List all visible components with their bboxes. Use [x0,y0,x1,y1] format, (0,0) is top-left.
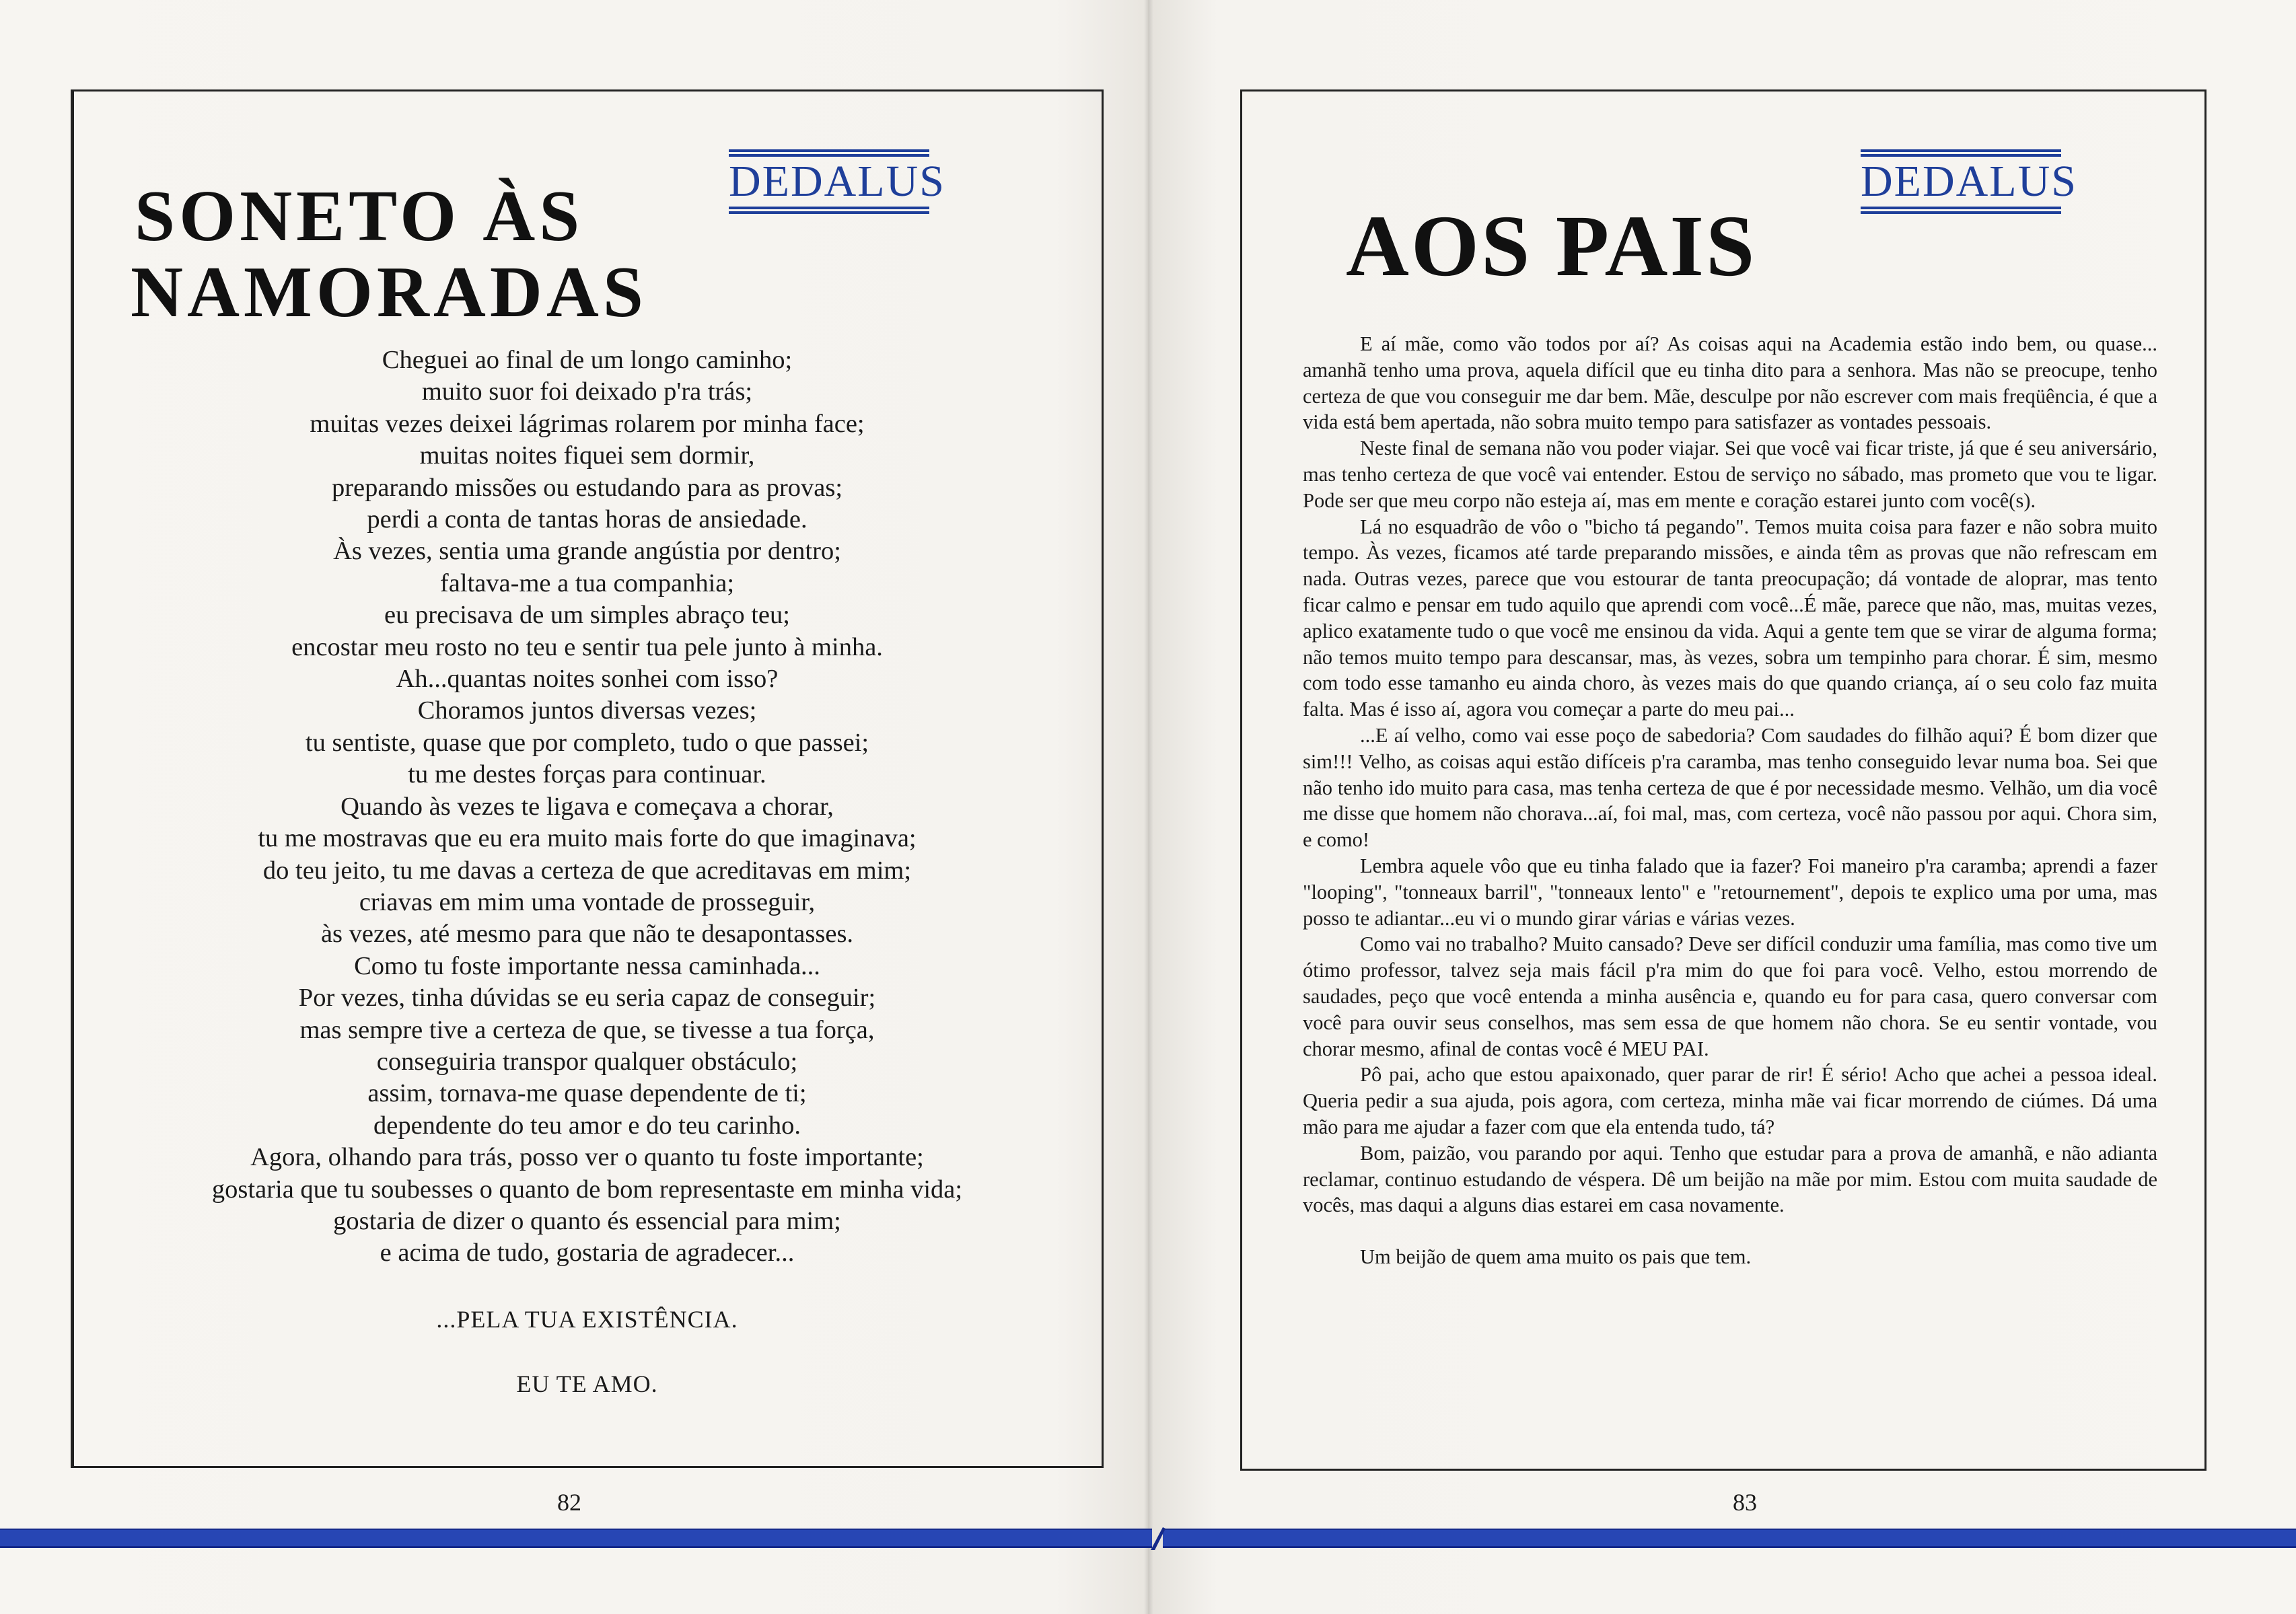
poem-line: Às vezes, sentia uma grande angústia por dentro; [333,537,841,566]
book-spine [1144,0,1153,1614]
poem-line: assim, tornava-me quase dependente de ti; [367,1079,807,1108]
poem-line: mas sempre tive a certeza de que, se tivesse a tua força, [299,1015,875,1044]
decorative-band-right [1163,1529,2296,1548]
poem-line: Como tu foste importante nessa caminhada... [354,951,820,980]
poem-line: Cheguei ao final de um longo caminho; [382,346,793,374]
logo-bottom-rule [729,207,929,214]
poem-title-line-2: NAMORADAS [131,252,647,333]
poem-line: muito suor foi deixado p'ra trás; [421,377,753,406]
letter-paragraph: Neste final de semana não vou poder viajar. Sei que você vai ficar triste, já que é seu aniversário, mas tenho certeza de que você vai entender. Estou de serviço no sábado, mas prometo que vou te ligar. Pode ser que meu corpo não esteja aí, mas em mente e coração estarei junto com você(s). [1303,437,2157,512]
logo-top-rule [729,149,929,157]
poem-line: criavas em mim uma vontade de prosseguir, [359,887,816,916]
poem-line: do teu jeito, tu me davas a certeza de que acreditavas em mim; [262,856,912,885]
letter-paragraph: Lembra aquele vôo que eu tinha falado que ia fazer? Foi maneiro p'ra caramba; aprendi a fazer "looping", "tonneaux barril", "tonneaux lento" e "retournement", depois te explico uma por uma, mas posso te adiantar...eu vi o mundo girar várias e várias vezes. [1303,854,2157,930]
letter-paragraph: ...E aí velho, como vai esse poço de sabedoria? Com saudades do filhão aqui? É bom dizer que sim!!! Velho, as coisas aqui estão difíceis p'ra caramba, mas tenho conseguido levar numa boa. Sei que não tenho ido muito para casa, mas tenha certeza de que é por necessidade mesmo. Velhão, um dia você me disse que homem não chorava...aí, foi mal, mas, com certeza, você não passou por aqui. Chora sim, e como! [1303,723,2157,852]
poem-line: Ah...quantas noites sonhei com isso? [396,665,779,694]
poem-line: tu sentiste, quase que por completo, tudo o que passei; [305,728,869,757]
dedalus-logo-right [1861,149,2077,214]
logo-text: DEDALUS [1861,157,2077,206]
poem-line: perdi a conta de tantas horas de ansiedade. [367,505,808,534]
poem-line: às vezes, até mesmo para que não te desapontasses. [320,920,854,949]
dedalus-logo-left [729,149,945,214]
band-join-ornament [1148,1523,1168,1553]
poem-line: Choramos juntos diversas vezes; [417,696,757,725]
page-number-right: 83 [1733,1489,1757,1516]
letter-signature: Um beijão de quem ama muito os pais que tem. [1360,1245,1752,1269]
poem-line: dependente do teu amor e do teu carinho. [373,1111,801,1140]
poem-line: Quando às vezes te ligava e começava a chorar, [340,792,834,821]
letter-paragraph: Bom, paizão, vou parando por aqui. Tenho que estudar para a prova de amanhã, e não adianta reclamar, continuo estudando de véspera. Dê um beijão na mãe por mim. Estou com muita saudade de vocês, mas daqui a alguns dias estarei em casa novamente. [1303,1141,2157,1217]
page-number-left: 82 [557,1489,581,1516]
letter-body [1303,331,2157,1270]
letter-paragraph: Pô pai, acho que estou apaixonado, quer parar de rir! É sério! Acho que achei a pessoa ideal. Queria pedir a sua ajuda, pois agora, com certeza, minha mãe vai ficar morrendo de ciúmes. Dá uma mão para me ajudar a fazer com que ela entenda tudo, tá? [1303,1063,2157,1138]
poem-line: faltava-me a tua companhia; [439,568,735,597]
poem-line: e acima de tudo, gostaria de agradecer... [380,1239,795,1268]
poem-line: eu precisava de um simples abraço teu; [384,601,790,630]
poem-ending-line-2: EU TE AMO. [516,1370,658,1397]
poem-line: encostar meu rosto no teu e sentir tua pele junto à minha. [291,632,883,661]
letter-paragraph: Como vai no trabalho? Muito cansado? Deve ser difícil conduzir uma família, mas como tive um ótimo professor, talvez seja mais fácil p'ra mim do que foi para você. Velho, estou morrendo de saudades, peço que você entenda a minha ausência e, quando eu for para casa, quero conversar com você para ouvir seus conselhos, mas sem essa de que homem não chora. Se eu sentir vontade, vou chorar mesmo, afinal de contas você é MEU PAI. [1303,932,2157,1060]
letter-paragraph: Lá no esquadrão de vôo o "bicho tá pegando". Temos muita coisa para fazer e não sobra muito tempo. Às vezes, ficamos até tarde preparando missões, e ainda têm as provas que não refrescam em nada. Outras vezes, parece que vou estourar de tanta preocupação; dá vontade de aloprar, mas tento ficar calmo e pensar em tudo aquilo que aprendi com você...É mãe, parece que não, mas, muitas vezes, aplico exatamente tudo o que você me ensinou da vida. Aqui a gente tem que se virar de alguma forma; não temos muito tempo para descansar, mas, às vezes, sobra um tempinho para chorar. É sim, mesmo com todo esse tamanho eu ainda choro, às vezes mais do que quando criança, aí o seu colo faz muita falta. Mas é isso aí, agora vou começar a parte do meu pai... [1303,515,2157,721]
poem-line: preparando missões ou estudando para as provas; [331,473,843,502]
letter-paragraph: E aí mãe, como vão todos por aí? As coisas aqui na Academia estão indo bem, ou quase... amanhã tenho uma prova, aquela difícil que eu tinha dito para a senhora. Mas não se preocupe, tenho certeza de que vou conseguir me dar bem. Mãe, desculpe por não escrever com mais freqüência, é que a vida está bem apertada, não sobra muito tempo para satisfazer as vontades pessoais. [1303,332,2157,434]
poem-line: conseguiria transpor qualquer obstáculo; [376,1047,798,1076]
letter-title: AOS PAIS [1346,198,1757,295]
poem-title [131,176,647,333]
poem-line: gostaria de dizer o quanto és essencial para mim; [333,1206,841,1235]
poem-line: Agora, olhando para trás, posso ver o quanto tu foste importante; [250,1143,924,1172]
poem-line: muitas vezes deixei lágrimas rolarem por minha face; [310,409,865,438]
poem-line: muitas noites fiquei sem dormir, [419,441,755,470]
poem-line: gostaria que tu soubesses o quanto de bom representaste em minha vida; [211,1175,963,1204]
poem-ending-line-1: ...PELA TUA EXISTÊNCIA. [436,1306,738,1333]
poem-line: Por vezes, tinha dúvidas se eu seria capaz de conseguir; [298,984,876,1013]
poem-line: tu me mostravas que eu era muito mais forte do que imaginava; [258,824,917,853]
logo-text: DEDALUS [729,157,945,206]
logo-bottom-rule [1861,207,2061,214]
poem-body [124,344,1050,1270]
logo-top-rule [1861,149,2061,157]
poem-title-line-1: SONETO ÀS [135,176,584,256]
poem-line: tu me destes forças para continuar. [408,760,766,789]
decorative-band-left [0,1529,1152,1548]
